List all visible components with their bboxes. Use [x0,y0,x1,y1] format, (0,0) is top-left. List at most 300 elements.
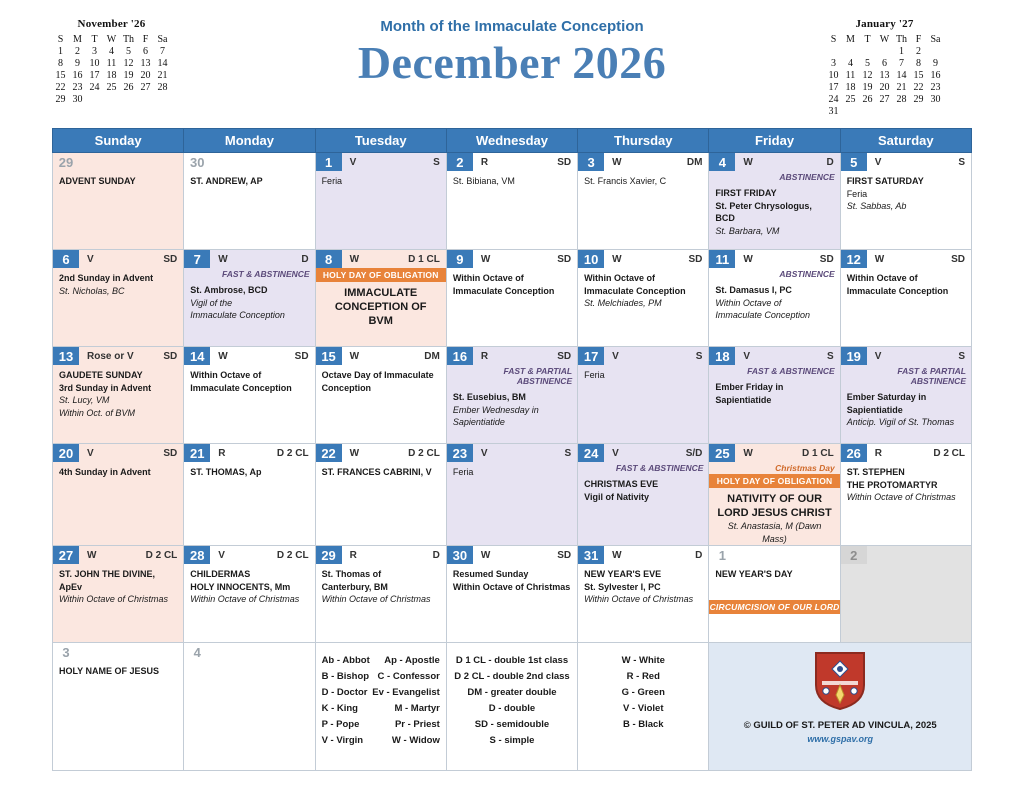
day-body [184,365,314,394]
mini-day [893,105,910,117]
month-grid [52,128,972,771]
day-body [53,661,183,678]
day-bar [184,643,314,661]
day-cell-14[interactable] [184,347,315,444]
day-bar [841,250,971,268]
feast-line: St. Thomas of [321,569,382,579]
mini-day [120,93,137,105]
day-banner: Christmas Day [775,463,835,473]
mini-day: 27 [879,93,890,105]
mini-dow: W [106,33,117,45]
day-body [578,365,708,382]
mini-day: 31 [828,105,839,117]
feast-rank-code: S [958,350,965,362]
day-body [447,171,577,188]
legend-rank: D 1 CL - double 1st class [455,655,569,666]
day-cell-24[interactable] [578,444,709,546]
day-number: 26 [841,444,867,462]
day-cell-5[interactable] [840,153,971,250]
day-cell-12[interactable] [840,250,971,347]
feast-line: St. Anastasia, M (Dawn Mass) [727,521,822,544]
legend-abbrev-row [322,653,440,669]
mini-dow: W [879,33,890,45]
liturgical-color-code: W [874,253,885,265]
day-bar [709,347,839,365]
day-number: 31 [578,546,604,564]
day-banner: FAST & PARTIAL ABSTINENCE [897,366,966,386]
mini-day: 5 [865,57,870,69]
feast-line: Immaculate Conception [584,285,686,296]
mini-day: 6 [143,45,148,57]
legend-rank: D - double [488,703,536,714]
liturgical-color-code: V [218,549,225,561]
mini-day: 4 [109,45,114,57]
feast-line: ST. JOHN THE DIVINE, ApEv [59,569,156,592]
feast-line: Octave Day of Immaculate [321,370,434,380]
liturgical-color-code: V [612,350,619,362]
mini-day: 23 [930,81,941,93]
liturgical-color-code: V [480,447,488,459]
day-cell-18[interactable] [709,347,840,444]
legend-abbreviations [315,643,446,771]
feast-line: LORD JESUS CHRIST [717,507,832,519]
feast-rank-code: D 1 CL [802,447,834,459]
day-cell-4[interactable] [709,153,840,250]
feast-line: NEW YEAR'S DAY [715,569,793,579]
feast-line: Within Octave of Christmas [321,594,431,604]
legend-abbrev: Ev - Evangelist [372,687,440,698]
feast-line: Sapientiatide [846,404,903,415]
feast-line: 3rd Sunday in Advent [59,382,152,393]
mini-day: 24 [89,81,100,93]
liturgical-color-code: W [612,253,622,265]
day-body [184,564,314,606]
mini-day: 7 [160,45,165,57]
day-cell-2[interactable] [840,546,971,643]
feast-rank-code: SD [163,350,178,362]
day-number: 1 [718,547,727,563]
mini-dow: Th [895,33,908,45]
dow-header-tuesday: Tuesday [315,129,446,153]
day-bar [53,347,183,365]
feast-line: Immaculate Conception [715,310,810,320]
day-of-week-header-row [53,129,972,153]
feast-rank-code: SD [688,253,703,265]
dow-header-sunday: Sunday [53,129,184,153]
mini-calendar-next-title: January '27 [855,18,914,30]
day-number: 8 [316,250,342,268]
liturgical-color-code: W [743,253,753,265]
feast-rank-code: S/D [685,447,703,459]
day-number: 18 [709,347,735,365]
mini-dow: S [57,33,64,45]
feast-line: NATIVITY OF OUR [727,493,823,505]
day-number: 29 [316,546,342,564]
mini-dow: S [830,33,837,45]
day-number: 15 [316,347,342,365]
liturgical-color-code: W [480,253,491,265]
day-banner: FAST & PARTIAL ABSTINENCE [503,366,573,386]
mini-day: 30 [72,93,83,105]
mini-day: 11 [845,69,856,81]
feast-rank-code: S [695,350,703,362]
day-bar [709,153,839,171]
liturgical-color-code: W [612,549,622,561]
day-cell-jan-4[interactable] [184,643,315,771]
day-body [53,365,183,419]
legend-rank: DM - greater double [467,687,557,698]
feast-rank-code: SD [557,156,572,168]
legend-color-list [578,643,708,733]
day-bar [841,444,971,462]
day-bar [447,444,577,462]
legend-rank: D 2 CL - double 2nd class [454,671,570,682]
day-cell-30[interactable] [184,153,315,250]
day-body [316,171,446,188]
mini-day: 20 [879,81,890,93]
day-number: 9 [447,250,473,268]
legend-abbrev: W - Widow [391,735,440,746]
mini-dow: Sa [930,33,941,45]
liturgical-color-code: Rose or V [87,350,134,362]
day-body [184,462,314,479]
legend-abbrev: Ab - Abbot [321,655,370,666]
feast-line: Immaculate Conception [190,310,285,320]
day-number: 27 [53,546,79,564]
day-number: 3 [62,644,70,660]
legend-rank: SD - semidouble [474,719,550,730]
mini-dow: T [91,33,98,45]
feast-line: CHRISTMAS EVE [584,479,659,489]
day-cell-22[interactable] [315,444,446,546]
feast-rank-code: DM [424,350,440,362]
mini-day: 1 [58,45,63,57]
feast-line: St. Francis Xavier, C [584,176,667,186]
day-body [447,564,577,593]
day-bar [841,153,971,171]
liturgical-color-code: V [874,350,882,362]
mini-day: 3 [92,45,97,57]
feast-line: Within Octave of [584,273,656,283]
mini-day: 13 [879,69,890,81]
day-cell-27[interactable] [53,546,184,643]
liturgical-color-code: W [218,253,228,265]
day-banner: FAST & ABSTINENCE [222,269,310,279]
day-body [184,280,314,322]
mini-day: 15 [55,69,66,81]
feast-line: ST. FRANCES CABRINI, V [321,467,432,477]
mini-day: 7 [899,57,904,69]
mini-calendar-previous-month [52,18,171,105]
day-body [841,171,971,213]
feast-rank-code: D 2 CL [276,447,309,459]
legend-row-body [53,643,972,771]
day-body [709,564,839,581]
day-cell-2[interactable] [446,153,577,250]
day-body [709,280,839,322]
legend-abbrev-row [322,733,440,749]
feast-line: St. Sabbas, Ab [846,201,907,211]
day-cell-6[interactable] [53,250,184,347]
feast-rank-code: SD [294,350,309,362]
day-cell-7[interactable] [184,250,315,347]
month-grid-body [53,153,972,643]
mini-dow: F [915,33,922,45]
feast-line: St. Barbara, VM [715,225,780,236]
mini-day: 28 [157,81,168,93]
day-number: 4 [193,644,201,660]
day-cell-8[interactable] [315,250,446,347]
legend-abbrev: P - Pope [321,719,360,730]
mini-day [137,93,154,105]
day-bar [447,347,577,365]
dow-header-wednesday: Wednesday [446,129,577,153]
feast-rank-code: D 2 CL [933,447,965,459]
day-number: 11 [709,250,735,268]
day-cell-15[interactable] [315,347,446,444]
legend-color: R - Red [626,671,660,682]
mini-day: 22 [55,81,66,93]
mini-day: 21 [157,69,168,81]
feast-line: IMMACULATE [344,287,418,299]
day-number: 21 [184,444,210,462]
credit-url[interactable]: www.gspav.org [807,734,874,744]
day-bar [316,250,446,268]
mini-day: 25 [845,93,856,105]
day-number: 6 [53,250,79,268]
mini-dow: M [846,33,855,45]
dow-header-thursday: Thursday [578,129,709,153]
day-number: 10 [578,250,604,268]
day-cell-29[interactable] [315,546,446,643]
day-bar [184,153,314,171]
mini-day: 12 [123,57,134,69]
mini-day: 12 [862,69,873,81]
feast-line: Within Oct. of BVM [59,407,135,418]
day-body [709,377,839,406]
day-bar [184,546,314,564]
day-body [709,183,839,237]
day-bar [316,444,446,462]
feast-line: St. Peter Chrysologus, BCD [715,200,812,223]
day-bar [709,444,839,462]
feast-line: St. Sylvester I, PC [584,581,661,592]
day-number: 23 [447,444,473,462]
day-bar [447,250,577,268]
feast-line: Feria [584,370,605,380]
feast-rank-code: D [695,549,703,561]
day-body [447,462,577,479]
day-banner: ABSTINENCE [779,269,835,279]
day-cell-1[interactable] [315,153,446,250]
day-cell-20[interactable] [53,444,184,546]
mini-day: 3 [831,57,836,69]
mini-day: 11 [106,57,117,69]
mini-day: 14 [157,57,168,69]
day-cell-19[interactable] [840,347,971,444]
feast-rank-code: D 2 CL [276,549,309,561]
feast-rank-code: SD [557,253,572,265]
mini-day [910,105,927,117]
day-number: 2 [841,546,867,564]
feast-rank-code: S [958,156,965,168]
day-number: 30 [447,546,473,564]
feast-line: Within Octave of [846,273,918,283]
legend-rank-list [447,643,577,749]
feast-line: Within Octave of [715,297,782,308]
day-number: 5 [841,153,867,171]
mini-day: 15 [913,69,924,81]
mini-day [859,105,876,117]
legend-abbrev-row [322,685,440,701]
week-row [53,153,972,250]
day-banner: FAST & ABSTINENCE [615,463,704,473]
mini-calendar-previous-title: November '26 [77,18,146,30]
liturgical-color-code: R [480,350,489,362]
liturgical-color-code: V [87,447,94,459]
day-body [53,462,183,479]
day-cell-25[interactable] [709,444,840,546]
feast-line: CHILDERMAS [190,569,251,579]
day-bar [184,444,314,462]
day-body [316,282,446,328]
day-cell-9[interactable] [446,250,577,347]
day-bar [184,250,314,268]
day-bar [53,643,183,661]
day-cell-10[interactable] [578,250,709,347]
month-subtitle: Month of the Immaculate Conception [380,18,644,35]
feast-line: St. Nicholas, BC [59,285,125,296]
day-cell-29[interactable] [53,153,184,250]
feast-line: FIRST FRIDAY [715,188,777,198]
mini-day: 20 [140,69,151,81]
mini-day: 26 [862,93,873,105]
day-cell-30[interactable] [446,546,577,643]
day-cell-26[interactable] [840,444,971,546]
feast-line: Within Octave of Christmas [846,492,956,502]
legend-color: B - Black [622,719,664,730]
mini-day: 16 [72,69,83,81]
day-number: 19 [841,347,867,365]
feast-line: Canterbury, BM [321,581,388,592]
mini-dow: Th [122,33,135,45]
feast-rank-code: SD [163,447,178,459]
legend-abbrev-list [316,643,446,749]
feast-line: Within Octave of Christmas [452,581,571,592]
feast-rank-code: SD [163,253,178,265]
day-cell-21[interactable] [184,444,315,546]
week-row [53,250,972,347]
legend-rank: S - simple [489,735,535,746]
day-cell-16[interactable] [446,347,577,444]
legend-ranks [446,643,577,771]
mini-day [86,93,103,105]
feast-line: Within Octave of [190,370,262,380]
legend-abbrev-row [322,701,440,717]
mini-calendar-next-month [825,18,944,117]
legend-abbrev: V - Virgin [321,735,364,746]
feast-line: Immaculate Conception [452,285,555,296]
liturgical-color-code: W [743,447,753,459]
day-cell-31[interactable] [578,546,709,643]
legend-abbrev-row [322,717,440,733]
day-bar [578,347,708,365]
day-bar [53,250,183,268]
day-cell-3[interactable] [578,153,709,250]
day-banner: HOLY DAY OF OBLIGATION [316,268,446,282]
feast-line: FIRST SATURDAY [846,176,924,186]
mini-day: 27 [140,81,151,93]
mini-day: 18 [106,69,117,81]
day-cell-1[interactable] [709,546,840,643]
day-number: 22 [316,444,342,462]
mini-day [859,45,876,57]
day-bar [447,153,577,171]
feast-line: 2nd Sunday in Advent [59,273,154,283]
day-body [841,268,971,297]
day-bar [447,546,577,564]
mini-day: 2 [916,45,921,57]
liturgical-color-code: V [87,253,94,265]
liturgical-color-code: R [218,447,226,459]
day-cell-28[interactable] [184,546,315,643]
day-cell-11[interactable] [709,250,840,347]
dow-header-saturday: Saturday [840,129,971,153]
day-cell-17[interactable] [578,347,709,444]
feast-line: Within Octave of Christmas [584,594,694,604]
mini-day: 29 [55,93,66,105]
mini-day [154,93,171,105]
mini-day: 24 [828,93,839,105]
day-body [184,171,314,188]
liturgical-color-code: V [743,350,751,362]
legend-abbrev: Ap - Apostle [384,655,440,666]
feast-rank-code: D 1 CL [408,253,440,265]
mini-dow: Sa [157,33,168,45]
week-row [53,444,972,546]
feast-line: Resumed Sunday [452,569,529,579]
feast-line: Ember Friday in [715,382,784,392]
legend-colors [578,643,709,771]
feast-line: NEW YEAR'S EVE [584,569,662,579]
liturgical-color-code: W [87,549,97,561]
day-body [841,462,971,504]
feast-rank-code: S [564,447,572,459]
day-number: 16 [447,347,473,365]
mini-day: 22 [913,81,924,93]
day-number: 14 [184,347,210,365]
day-banner: FAST & ABSTINENCE [747,366,835,376]
mini-dow: F [142,33,149,45]
mini-day: 17 [828,81,839,93]
day-bar [316,153,446,171]
day-bar [53,153,183,171]
dow-header-monday: Monday [184,129,315,153]
day-cell-23[interactable] [446,444,577,546]
feast-rank-code: D [301,253,309,265]
liturgical-color-code: R [480,156,489,168]
day-cell-13[interactable] [53,347,184,444]
feast-line: St. Eusebius, BM [452,392,526,402]
day-cell-jan-3[interactable] [53,643,184,771]
feast-line: HOLY NAME OF JESUS [59,666,160,676]
feast-line: 4th Sunday in Advent [59,467,151,477]
day-body [316,365,446,394]
feast-line: Immaculate Conception [190,382,292,393]
mini-day [825,45,842,57]
mini-day [842,105,859,117]
mini-day: 8 [58,57,63,69]
